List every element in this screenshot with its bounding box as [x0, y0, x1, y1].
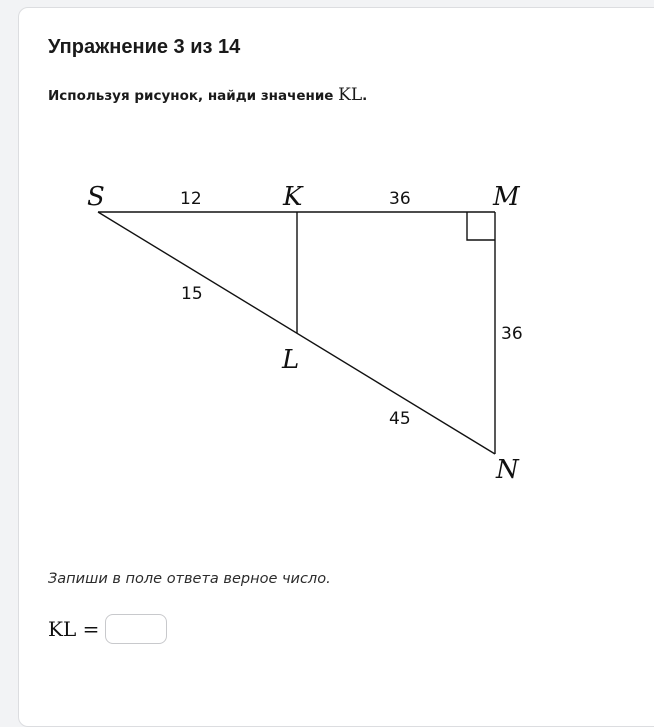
prompt-text: Используя рисунок, найди значение [48, 88, 339, 104]
vertex-m: M [493, 182, 520, 212]
length-km: 36 [389, 189, 411, 209]
vertex-s: S [87, 182, 105, 212]
prompt-end: . [362, 88, 368, 104]
length-sl: 15 [181, 284, 203, 304]
vertex-l: L [282, 345, 300, 375]
length-sk: 12 [180, 189, 202, 209]
prompt-math: KL [338, 85, 363, 105]
answer-input[interactable] [105, 614, 167, 644]
answer-row [48, 614, 167, 644]
answer-instruction: Запиши в поле ответа верное число. [48, 571, 331, 587]
length-mn: 36 [501, 324, 523, 344]
exercise-prompt [48, 85, 367, 105]
answer-label: KL = [48, 617, 100, 641]
vertex-k: K [283, 182, 303, 212]
length-ln: 45 [389, 409, 411, 429]
exercise-title: Упражнение 3 из 14 [48, 36, 241, 58]
vertex-n: N [496, 455, 519, 485]
